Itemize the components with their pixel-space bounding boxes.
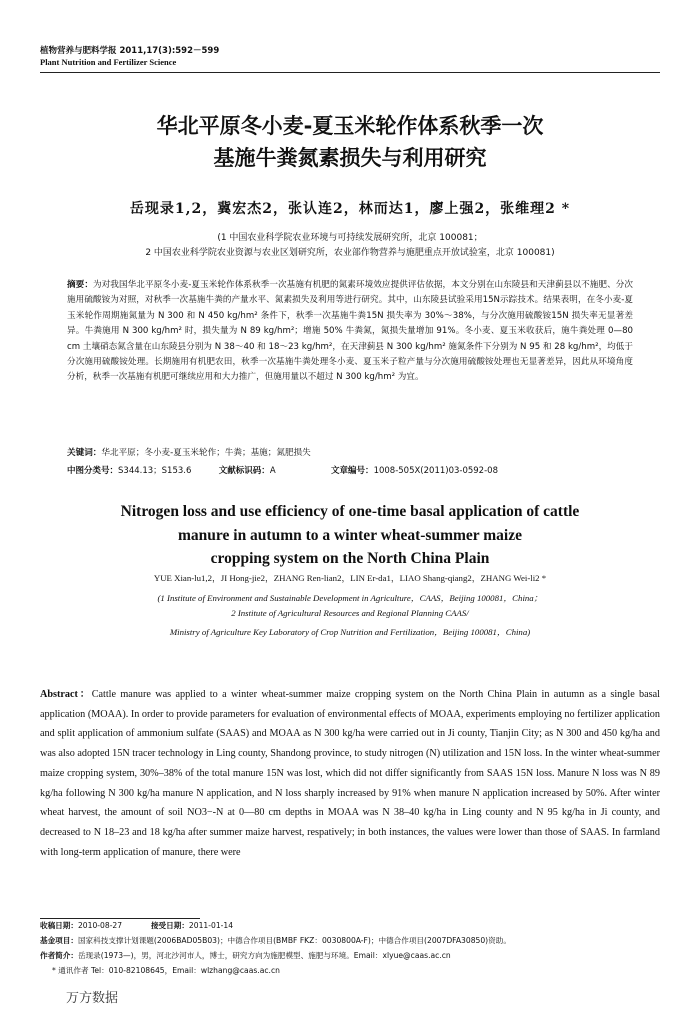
abstract-cn-label: 摘要：	[67, 280, 93, 290]
doc-code-value: A	[269, 466, 276, 476]
classification-row	[67, 464, 633, 476]
author-intro-text: 岳现录(1973—)，男，河北沙河市人，博士，研究方向为施肥模型、施肥与环境。Email：xlyue@caas.ac.cn	[77, 951, 451, 960]
wanfang-watermark: 万方数据	[66, 991, 119, 1006]
affiliation-en-2: 2 Institute of Agricultural Resources and Regional Planning CAAS/	[231, 608, 469, 618]
affiliation-cn-2: 2 中国农业科学院农业资源与农业区划研究所，农业部作物营养与施肥重点开放试验室，北京 100081)	[145, 248, 555, 258]
clc-value: S344.13；S153.6	[118, 466, 192, 476]
authors-en: YUE Xian-lu1,2，JI Hong-jie2，ZHANG Ren-lian2，LIN Er-da1，LIAO Shang-qiang2，ZHANG Wei-li2 *	[153, 573, 547, 583]
title-cn-line-1: 华北平原冬小麦-夏玉米轮作体系秋季一次	[156, 114, 544, 138]
title-en-line-2: manure in autumn to a winter wheat-summer maize	[178, 526, 522, 544]
affiliation-en-1: (1 Institute of Environment and Sustainable Development in Agriculture，CAAS，Beijing 100081，China；	[157, 593, 543, 603]
affiliation-cn-1: (1 中国农业科学院农业环境与可持续发展研究所，北京 100081；	[217, 233, 483, 243]
article-number-value: 1008-505X(2011)03-0592-08	[373, 466, 498, 476]
accepted-label: 接受日期：	[150, 921, 189, 930]
title-en-line-1: Nitrogen loss and use efficiency of one-time basal application of cattle	[120, 503, 580, 520]
footnote-dates	[40, 920, 660, 932]
header-rule	[40, 72, 660, 73]
footnote-author	[40, 950, 660, 962]
keywords-cn-label: 关键词：	[67, 448, 102, 458]
abstract-cn-text: 为对我国华北平原冬小麦-夏玉米轮作体系秋季一次基施有机肥的氮素环境效应提供评估依据，本文分别在山东陵县和天津蓟县以不施肥、分次施用硫酸铵为对照，对秋季一次基施牛粪的产量水平、氮素损失及利用等进行研究。其中，山东陵县试验采用15N示踪技术。结果表明，在冬小麦-夏玉米轮作周期施氮量为 N 300 和 N 450 kg/hm² 条件下，秋季一次基施牛粪15N 损失率为 30%～38%，与分次施用硫酸铵15N 损失率无显著差异。牛粪施用 N 300 kg/hm² 时，损失量为 N 89 kg/hm²；增施 50% 牛粪氮，氮损失量增加 91%。冬小麦、夏玉米收获后，施牛粪处理 0—80 cm 土壤硝态氮含量在山东陵县分别为 N 38～40 和 18～23 kg/hm²，在天津蓟县 N 300 kg/hm² 施氮条件下分别为 N 95 和 28 kg/hm²，均低于分次施用硫酸铵处理。长期施用有机肥农田，秋季一次基施牛粪处理冬小麦、夏玉米子粒产量与分次施用硫酸铵处理也无显著差异，因此从环境角度分析，秋季一次基施有机肥可继续应用和大力推广，但施用量以不超过 N 300 kg/hm² 为宜。	[67, 280, 633, 383]
title-cn-line-2: 基施牛粪氮素损失与利用研究	[213, 146, 487, 170]
paper-title-en	[40, 500, 660, 571]
footnote-corresponding: * 通讯作者 Tel：010-82108645，Email：wlzhang@caas.ac.cn	[52, 966, 280, 975]
affiliation-en-3: Ministry of Agriculture Key Laboratory of Crop Nutrition and Fertilization，Beijing 100081，China)	[169, 627, 531, 637]
abstract-en-label: Abstract：	[40, 689, 92, 700]
authors-cn: 岳现录1,2，冀宏杰2，张认连2，林而达1，廖上强2，张维理2 *	[129, 201, 571, 217]
doc-code-label: 文献标识码：	[218, 466, 270, 476]
abstract-cn	[67, 278, 633, 386]
article-number-label: 文章编号：	[331, 466, 374, 476]
author-intro-label: 作者简介：	[40, 951, 78, 960]
footnote-funding	[40, 935, 660, 947]
received-date: 2010-08-27	[77, 921, 123, 930]
journal-name-en: Plant Nutrition and Fertilizer Science	[40, 57, 177, 67]
funding-text: 国家科技支撑计划课题(2006BAD05B03)；中德合作项目(BMBF FKZ：0030800A-F)；中德合作项目(2007DFA30850)资助。	[77, 936, 511, 945]
accepted-date: 2011-01-14	[188, 921, 234, 930]
keywords-cn	[67, 446, 633, 461]
keywords-cn-text: 华北平原；冬小麦-夏玉米轮作；牛粪；基施；氮肥损失	[101, 448, 311, 458]
abstract-en	[40, 685, 660, 862]
abstract-en-text: Cattle manure was applied to a winter wheat-summer maize cropping system on the North China Plain in autumn as a single basal application (MOAA). In order to provide parameters for evaluation of environmental effects of MOAA, experiments employing no fertilizer application and split application of ammonium sulfate (SAAS) and MOAA as N 300 kg/ha were carried out in Ji county, Tianjin City; as N 300 and 450 kg/ha and was also adopted 15N tracer technology in Ling county, Shandong province, to study nitrogen (N) utilization and 15N loss. In the winter wheat-summer maize cropping system, 30%–38% of the total manure 15N was lost, which did not differ significantly from SAAS 15N loss. Manure N loss was N 89 kg/ha following N 300 kg/ha manure N application, and N loss sharply increased by 91% when manure N application increased by 50%. After winter wheat harvest, the amount of soil NO3−-N at 0—80 cm depths in MOAA was N 38–40 kg/ha in Ling county and N 95 kg/ha in Ji county, and decreased to N 18–23 and 18 kg/ha after summer maize harvest, respatively; in both instances, the values were lower than those of SAAS. In farmland with long-term application of manure, there were	[40, 689, 660, 858]
clc-label: 中图分类号：	[67, 466, 119, 476]
footnote-rule	[40, 918, 200, 919]
journal-citation-cn: 植物营养与肥料学报 2011,17(3):592－599	[40, 46, 220, 56]
received-label: 收稿日期：	[40, 921, 78, 930]
title-en-line-3: cropping system on the North China Plain	[210, 550, 490, 567]
paper-title-cn	[40, 110, 660, 174]
funding-label: 基金项目：	[40, 936, 78, 945]
